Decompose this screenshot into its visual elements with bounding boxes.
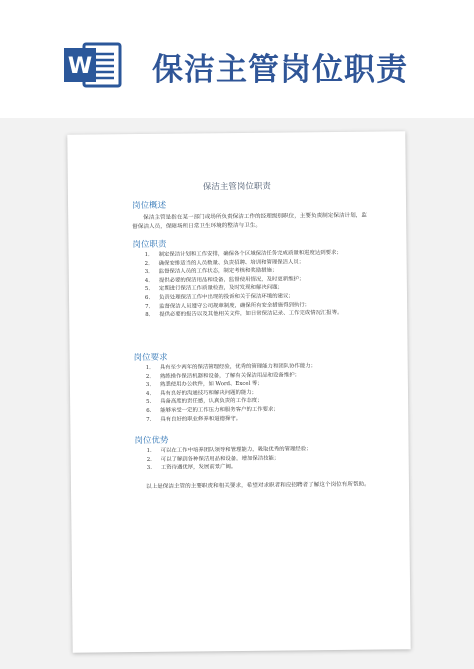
section-heading-duties: 岗位职责 bbox=[132, 239, 167, 251]
list-item-number: 7. bbox=[146, 416, 152, 423]
document-page bbox=[67, 131, 410, 653]
banner bbox=[0, 0, 474, 118]
list-item-number: 6. bbox=[146, 407, 152, 414]
word-icon-letter: W bbox=[67, 54, 93, 79]
list-item-number: 3. bbox=[146, 465, 152, 472]
list-item-number: 5. bbox=[146, 399, 152, 406]
list-item-text: 具备高度的责任感，认真负责的工作态度； bbox=[160, 398, 263, 406]
requirements-list bbox=[146, 362, 379, 425]
list-item-text: 提供必要的报告以及其他相关文件，如日常保洁记录、工作完成情况汇报等。 bbox=[159, 310, 343, 318]
list-item-number: 2. bbox=[145, 373, 152, 380]
list-item-text: 工资待遇优厚，发展前景广阔。 bbox=[160, 464, 237, 472]
list-item-number: 5. bbox=[144, 286, 151, 293]
list-item-text: 具有至少两年的保洁管理经验，优秀的管理能力和团队协作能力； bbox=[159, 363, 317, 371]
list-item-text: 可以了解到各种保洁用品和设备，增加保洁技能； bbox=[160, 455, 280, 463]
list-item bbox=[147, 462, 379, 473]
list-item-text: 能够承受一定的工作压力和服务客户的工作要求； bbox=[160, 406, 279, 414]
list-item-text: 提供必要的保洁用品和设备，监督使用情况，及时更新维护； bbox=[158, 276, 305, 284]
list-item-text: 负责处理保洁工作中出现的投诉和关于保洁环境的建议； bbox=[158, 293, 294, 301]
list-item-text: 熟悉使用办公软件，如 Word、Excel 等； bbox=[159, 380, 263, 389]
list-item-number: 1. bbox=[145, 364, 151, 371]
list-item-text: 定期进行保洁工作质量检查，及时发现和解决问题； bbox=[158, 284, 283, 293]
list-item-text: 确保安排适当的人员数量、负责招聘、培训和管理保洁人员； bbox=[158, 258, 305, 267]
list-item-text: 监督保洁人员遵守公司规章制度，确保所有安全措施得到执行； bbox=[159, 301, 311, 310]
list-item-text: 具有良好的沟通技巧和解决问题的能力； bbox=[159, 389, 258, 397]
list-item-number: 2. bbox=[146, 456, 152, 463]
list-item-text: 具有良好的职业修养和道德操守。 bbox=[160, 415, 242, 423]
word-icon bbox=[64, 40, 122, 90]
list-item-number: 7. bbox=[145, 303, 151, 310]
list-item-text: 监督保洁人员的工作状态，制定考核和奖励措施； bbox=[158, 267, 278, 276]
list-item-number: 4. bbox=[144, 277, 151, 284]
list-item bbox=[145, 309, 377, 320]
advantages-list bbox=[147, 445, 379, 473]
list-item-text: 可以在工作中培养团队领导和管理能力，吸取优秀的管理经验； bbox=[160, 446, 312, 454]
section-heading-overview: 岗位概述 bbox=[131, 200, 167, 212]
doc-heading: 保洁主管岗位职责 bbox=[152, 52, 408, 88]
overview-paragraph: 保洁主管是指在某一部门或场所负责保洁工作的经理级别职位，主要负责制定保洁计划，监督保洁人员，保障场所日常卫生环境的整洁与卫生。 bbox=[132, 212, 367, 231]
list-item bbox=[146, 413, 378, 424]
list-item-number: 1. bbox=[146, 447, 152, 454]
list-item-number: 8. bbox=[145, 312, 151, 319]
list-item-number: 6. bbox=[144, 294, 151, 301]
list-item-number: 2. bbox=[144, 260, 150, 267]
section-heading-advantages: 岗位优势 bbox=[134, 435, 169, 447]
section-heading-requirements: 岗位要求 bbox=[133, 352, 168, 364]
list-item-number: 1. bbox=[144, 251, 150, 258]
list-item-text: 熟练操作保洁机器和设备，了解有关保洁用品和设备维护； bbox=[159, 371, 301, 380]
list-item-number: 3. bbox=[145, 382, 152, 389]
closing-paragraph: 以上是保洁主管的主要职责和相关要求，希望对求职者和应招聘者了解这个岗位有所帮助。 bbox=[145, 481, 370, 490]
duties-list bbox=[145, 249, 378, 320]
list-item-text: 制定保洁计划和工作安排，确保各个区域保洁任务完成质量和进度达到要求； bbox=[158, 249, 342, 258]
list-item-number: 4. bbox=[145, 390, 152, 397]
list-item-number: 3. bbox=[144, 269, 150, 276]
page-title: 保洁主管岗位职责 bbox=[202, 181, 271, 193]
